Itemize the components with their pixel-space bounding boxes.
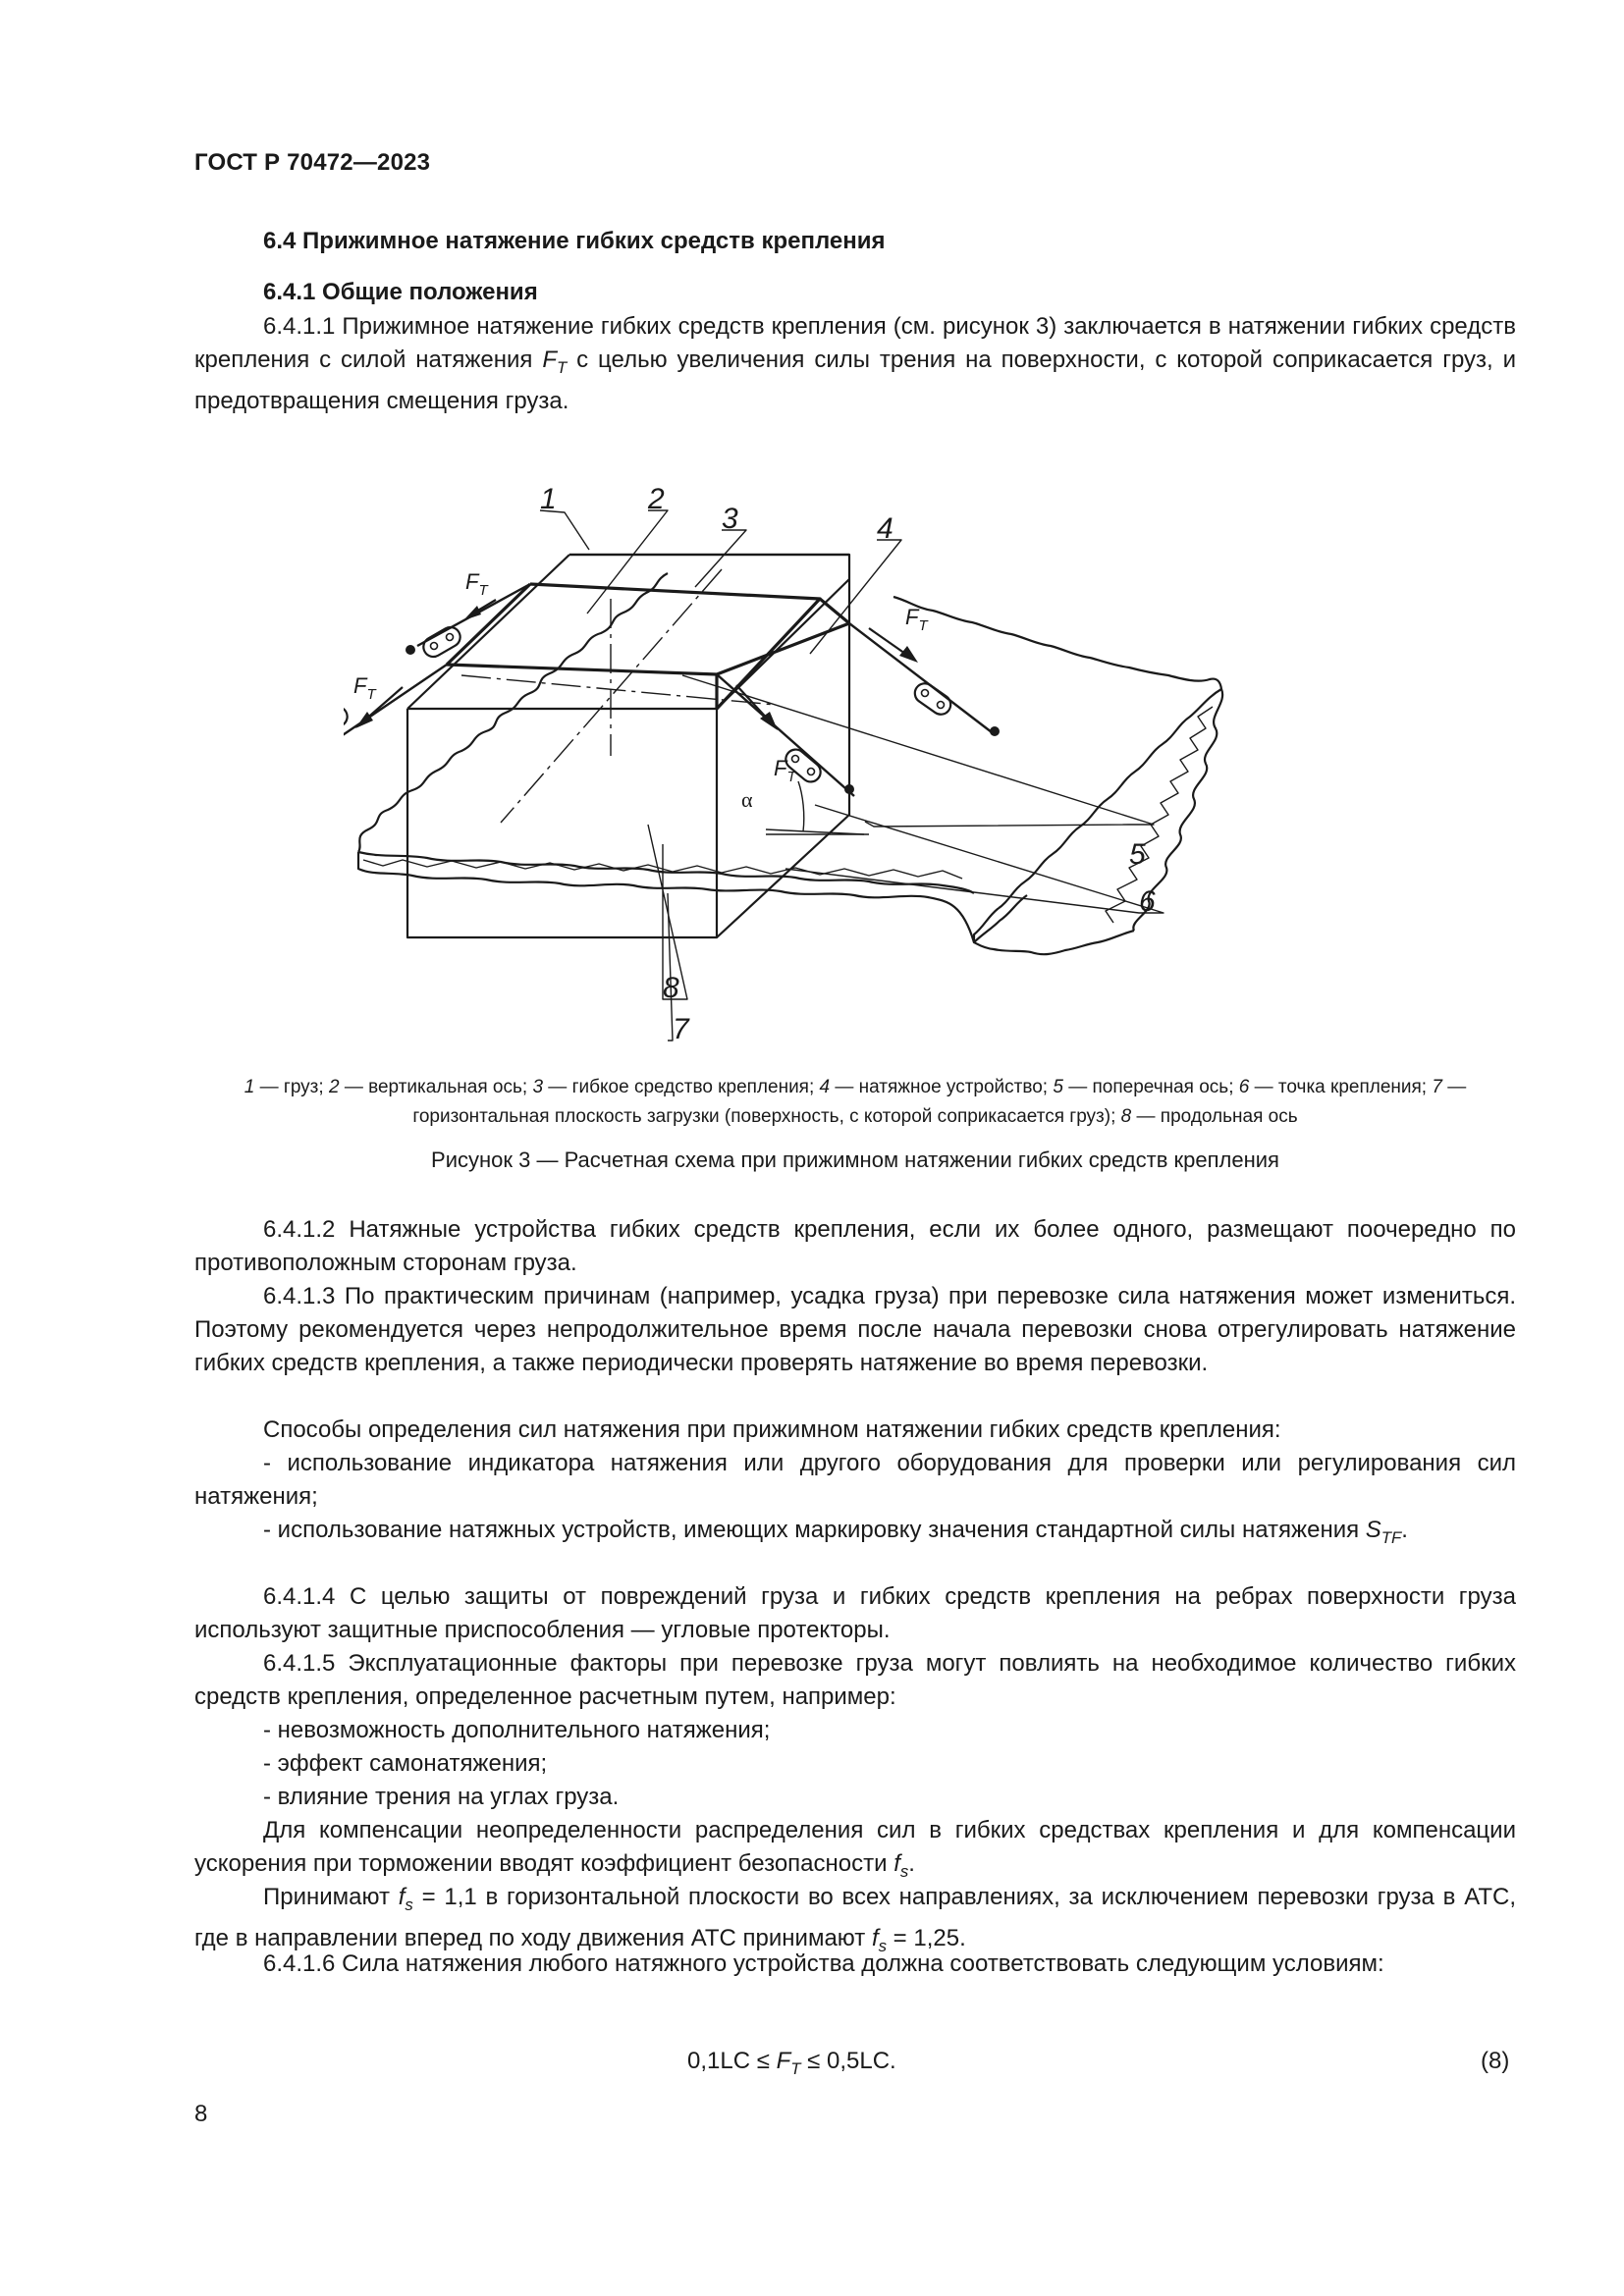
- section-heading: 6.4 Прижимное натяжение гибких средств крепления: [263, 228, 886, 254]
- strap-band: [530, 584, 820, 709]
- paragraph-6-4-1-1: [194, 310, 1516, 418]
- text: 6.4.1.1 Прижимное натяжение гибких средств крепления (см. рисунок 3) заключается в натяжении гибких средств крепления с силой натяжения: [194, 313, 1516, 373]
- text: с целью увеличения силы трения на поверхности, с которой соприкасается груз, и предотвращения смещения груза.: [194, 347, 1516, 414]
- figure-legend: 1 — груз; 2 — вертикальная ось; 3 — гибкое средство крепления; 4 — натяжное устройство; 5 — поперечная ось; 6 — точка крепления; 7 — горизонтальная плоскость загрузки (поверхность, с которой соприкасается груз); 8 — продольная ось: [244, 1077, 1467, 1127]
- force-label: $F_T$: [353, 673, 376, 703]
- formula-number: (8): [1481, 2048, 1510, 2074]
- paragraph-6-4-1-4: 6.4.1.4 С целью защиты от повреждений груза и гибких средств крепления на ребрах поверхности груза используют защитные приспособления — угловые протекторы.: [194, 1583, 1516, 1643]
- callout-6: 6: [1139, 885, 1156, 918]
- subsection-heading: 6.4.1 Общие положения: [263, 279, 538, 305]
- callout-4: 4: [877, 512, 893, 545]
- force-symbol: F: [542, 347, 557, 373]
- document-header: ГОСТ Р 70472—2023: [194, 149, 431, 176]
- paragraph-6-4-1-3: 6.4.1.3 По практическим причинам (например, усадка груза) при перевозке сила натяжения может измениться. Поэтому рекомендуется через непродолжительное время после начала перевозки снова отрегулировать натяжение гибких средств крепления, а также периодически проверять натяжение во время перевозки.: [194, 1283, 1516, 1376]
- paragraph-6-4-1-6: 6.4.1.6 Сила натяжения любого натяжного устройства должна соответствовать следующим условиям:: [263, 1950, 1384, 1977]
- paragraph-accept: Принимают $f_s = 1,1$ в горизонтальной плоскости во всех направлениях, за исключением перевозки груза в АТС, где в направлении вперед по ходу движения АТС принимают $f_s = 1,25$.: [194, 1884, 1516, 1955]
- list-item: - использование индикатора натяжения или другого оборудования для проверки или регулирования сил натяжения;: [194, 1450, 1516, 1510]
- tensioner-device: [344, 623, 954, 785]
- callout-8: 8: [663, 972, 679, 1004]
- force-label: $F_T$: [774, 756, 796, 785]
- figure-caption: Рисунок 3 — Расчетная схема при прижимном натяжении гибких средств крепления: [431, 1148, 1279, 1172]
- callout-3: 3: [722, 503, 738, 535]
- formula-8: $0,1LC \le F_T \le 0,5LC$.: [687, 2048, 896, 2078]
- paragraph-methods: Способы определения сил натяжения при прижимном натяжении гибких средств крепления:: [263, 1416, 1281, 1443]
- list-item: - использование натяжных устройств, имеющих маркировку значения стандартной силы натяжения $S_{TF}$.: [263, 1517, 1408, 1547]
- paragraph-compensation: Для компенсации неопределенности распределения сил в гибких средствах крепления и для компенсации ускорения при торможении вводят коэффициент безопасности $f_s$.: [194, 1817, 1516, 1881]
- list-item: - эффект самонатяжения;: [263, 1750, 548, 1777]
- paragraph-6-4-1-5: 6.4.1.5 Эксплуатационные факторы при перевозке груза могут повлиять на необходимое количество гибких средств крепления, определенное расчетным путем, например:: [194, 1650, 1516, 1710]
- list-item: - влияние трения на углах груза.: [263, 1784, 620, 1810]
- force-arrow: [355, 600, 918, 730]
- floor-plane: [358, 573, 668, 852]
- paragraph-6-4-1-2: 6.4.1.2 Натяжные устройства гибких средств крепления, если их более одного, размещают поочередно по противоположным сторонам груза.: [194, 1216, 1516, 1276]
- callout-1: 1: [540, 483, 557, 515]
- list-item: - невозможность дополнительного натяжения;: [263, 1717, 771, 1743]
- angle-alpha: α: [741, 787, 753, 812]
- callout-5: 5: [1129, 838, 1146, 871]
- force-label: $F_T$: [465, 569, 488, 599]
- figure-3-diagram: [344, 432, 1326, 1060]
- page-number: 8: [194, 2101, 208, 2127]
- callout-7: 7: [673, 1013, 689, 1045]
- callout-2: 2: [648, 483, 665, 515]
- force-subscript: T: [557, 357, 568, 377]
- force-label: $F_T$: [905, 605, 928, 634]
